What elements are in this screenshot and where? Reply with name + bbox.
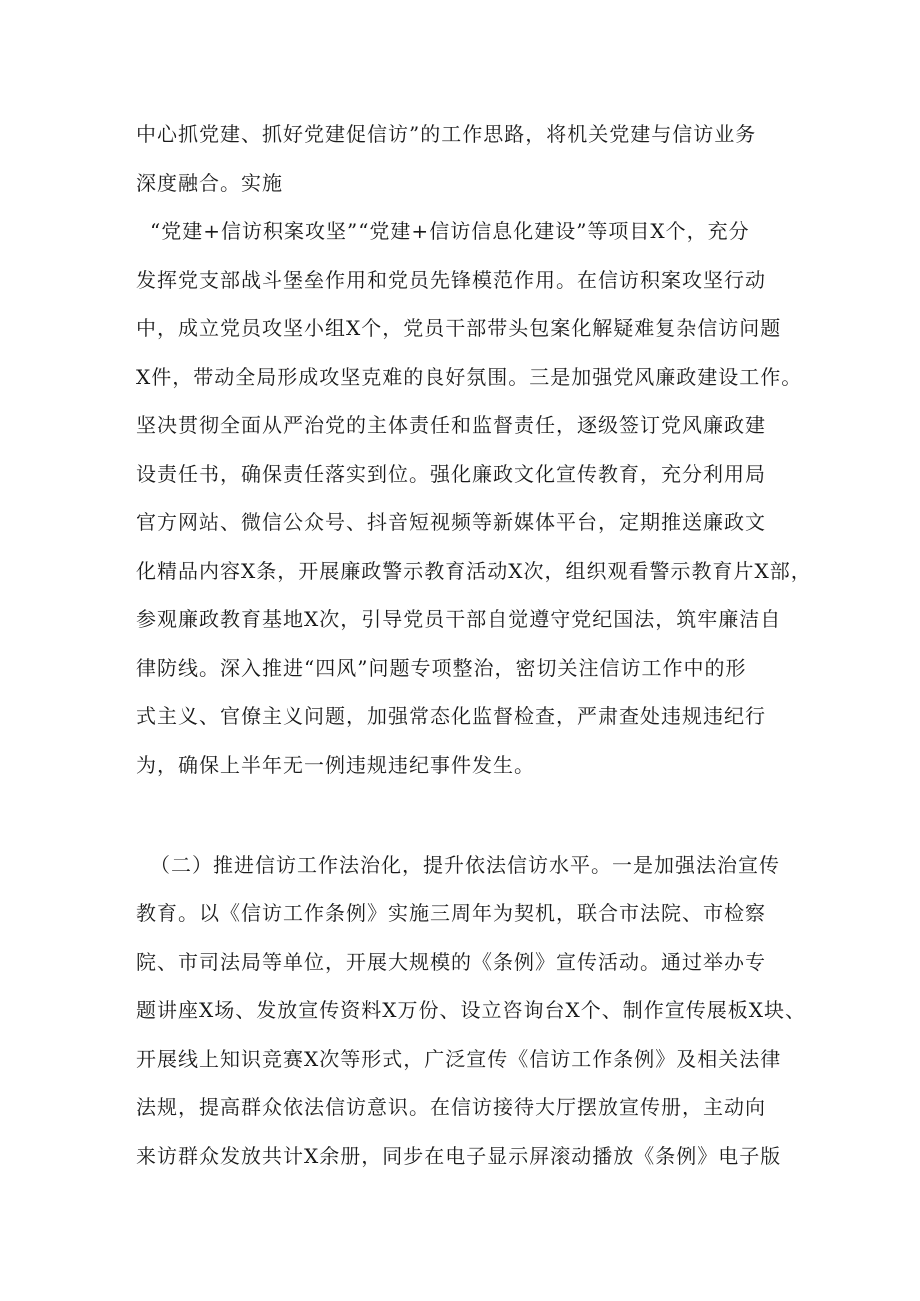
text-line: 深度融合。实施 — [136, 171, 283, 195]
text-line: 中，成立党员攻坚小组X个，党员干部带头包案化解疑难复杂信访问题 — [136, 316, 782, 340]
text-line: 中心抓党建、抓好党建促信访”的工作思路，将机关党建与信访业务 — [136, 122, 757, 146]
text-line: 发挥党支部战斗堡垒作用和党员先锋模范作用。在信访积案攻坚行动 — [136, 268, 766, 292]
text-line: 教育。以《信访工作条例》实施三周年为契机，联合市法院、市检察 — [136, 901, 766, 925]
text-line: 设责任书，确保责任落实到位。强化廉政文化宣传教育，充分利用局 — [136, 462, 766, 486]
text-line: 化精品内容X条，开展廉政警示教育活动X次，组织观看警示教育片X部， — [136, 559, 812, 583]
text-line: 为，确保上半年无一例违规违纪事件发生。 — [136, 753, 535, 777]
text-line: 律防线。深入推进“四风”问题专项整治，密切关注信访工作中的形 — [136, 656, 747, 680]
text-line: 式主义、官僚主义问题，加强常态化监督检查，严肃查处违规违纪行 — [136, 704, 766, 728]
section-heading-line: （二）推进信访工作法治化，提升依法信访水平。一是加强法治宣传 — [150, 853, 780, 877]
text-line: 官方网站、微信公众号、抖音短视频等新媒体平台，定期推送廉政文 — [136, 510, 766, 534]
text-line: 参观廉政教育基地X次，引导党员干部自觉遵守党纪国法，筑牢廉洁自 — [136, 607, 782, 631]
text-line: 法规，提高群众依法信访意识。在信访接待大厅摆放宣传册，主动向 — [136, 1095, 766, 1119]
text-line: X件，带动全局形成攻坚克难的良好氛围。三是加强党风廉政建设工作。 — [136, 365, 803, 389]
text-line: 开展线上知识竞赛X次等形式，广泛宣传《信访工作条例》及相关法律 — [136, 1047, 782, 1071]
text-line: 来访群众发放共计X余册，同步在电子显示屏滚动播放《条例》电子版 — [136, 1144, 782, 1168]
text-line: 题讲座X场、发放宣传资料X万份、设立咨询台X个、制作宣传展板X块、 — [136, 998, 806, 1022]
text-line: 院、市司法局等单位，开展大规模的《条例》宣传活动。通过举办专 — [136, 950, 766, 974]
text-line: “党建+信访积案攻坚”“党建+信访信息化建设”等项目X个，充分 — [150, 219, 750, 243]
text-line: 坚决贯彻全面从严治党的主体责任和监督责任，逐级签订党风廉政建 — [136, 413, 766, 437]
